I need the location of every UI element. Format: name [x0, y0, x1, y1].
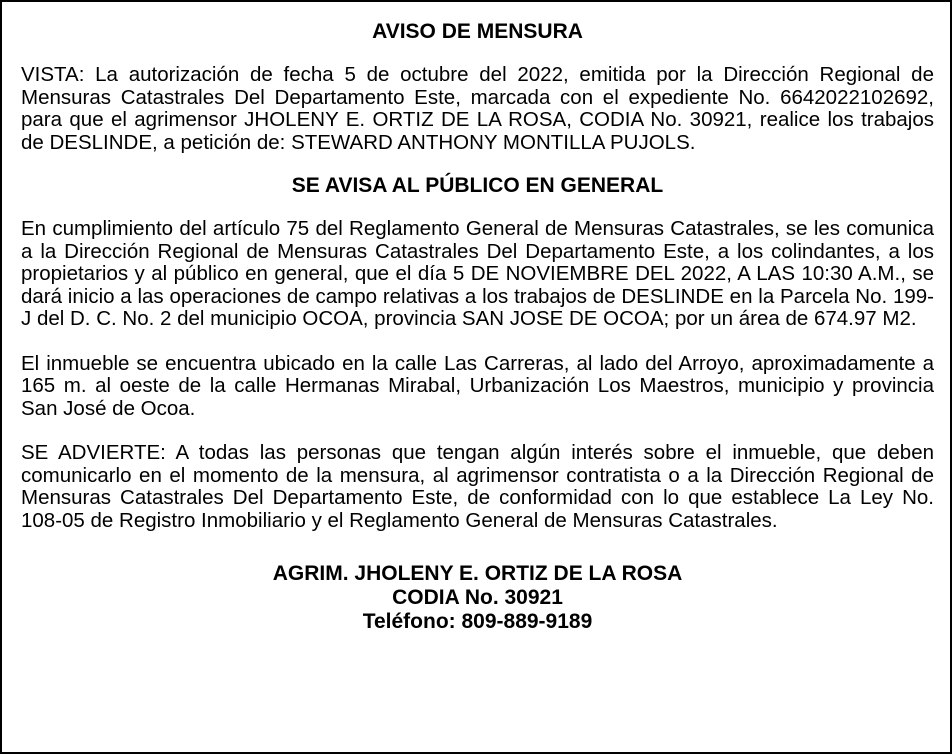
- phone-number: Teléfono: 809-889-9189: [362, 610, 593, 633]
- codia-number: CODIA No. 30921: [392, 586, 563, 609]
- notice-title: AVISO DE MENSURA: [372, 20, 583, 43]
- warning-paragraph: SE ADVIERTE: A todas las personas que tengan algún interés sobre el inmueble, que deben comunicarlo en el momento de la mensura, al agrimensor contratista o a la Dirección Regional de Mensuras Catastrales Del Departamento Este, de conformidad con lo que establece La Ley No. 108-05 de Registro Inmobiliario y el Reglamento General de Mensuras Catastrales.: [21, 441, 934, 532]
- vista-paragraph: VISTA: La autorización de fecha 5 de octubre del 2022, emitida por la Dirección Regional de Mensuras Catastrales Del Departamento Este, marcada con el expediente No. 6642022102692, para que el agrimensor JHOLENY E. ORTIZ DE LA ROSA, CODIA No. 30921, realice los trabajos de DESLINDE, a petición de: STEWARD ANTHONY MONTILLA PUJOLS.: [21, 63, 934, 154]
- compliance-paragraph: En cumplimiento del artículo 75 del Reglamento General de Mensuras Catastrales, se les comunica a la Dirección Regional de Mensuras Catastrales Del Departamento Este, a los colindantes, a los propietarios y al público en general, que el día 5 DE NOVIEMBRE DEL 2022, A LAS 10:30 A.M., se dará inicio a las operaciones de campo relativas a los trabajos de DESLINDE en la Parcela No. 199-J del D. C. No. 2 del municipio OCOA, provincia SAN JOSE DE OCOA; por un área de 674.97 M2.: [21, 217, 934, 330]
- signature-block: [21, 562, 934, 634]
- location-paragraph: El inmueble se encuentra ubicado en la calle Las Carreras, al lado del Arroyo, aproximadamente a 165 m. al oeste de la calle Hermanas Mirabal, Urbanización Los Maestros, municipio y provincia San José de Ocoa.: [21, 351, 934, 420]
- surveyor-name: AGRIM. JHOLENY E. ORTIZ DE LA ROSA: [272, 562, 683, 585]
- notice-subtitle: SE AVISA AL PÚBLICO EN GENERAL: [291, 174, 664, 197]
